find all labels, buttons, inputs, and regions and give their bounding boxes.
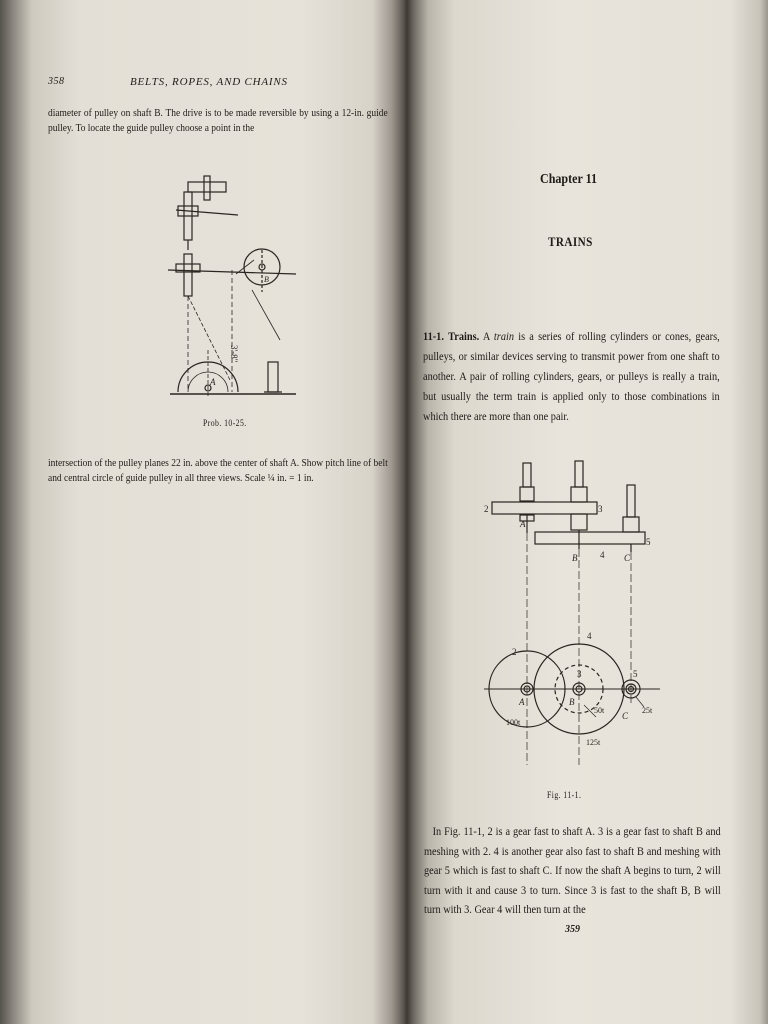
label-125t: 125t bbox=[586, 738, 601, 747]
section-body: is a series of rolling cylinders or cones, gears, pulleys, or similar devices serving to transmit power from one shaft to another. A pair of rolling cylinders, gears, or pulleys is really a train, but usually the term train is applied only to those combinations in which there are more than one pair. bbox=[423, 329, 720, 423]
right-figure-caption: Fig. 11-1. bbox=[547, 790, 582, 800]
section-number: 11-1. bbox=[423, 329, 444, 343]
label-50t: 50t bbox=[594, 706, 605, 715]
top-label-shaft-b: B bbox=[572, 553, 578, 563]
top-label-gear-3: 3 bbox=[598, 504, 603, 514]
top-label-gear-5: 5 bbox=[646, 537, 651, 547]
front-label-shaft-b: B bbox=[569, 697, 575, 707]
left-figure-caption: Prob. 10-25. bbox=[203, 418, 247, 428]
right-paragraph-final-text: In Fig. 11-1, 2 is a gear fast to shaft A. 3 is a gear fast to shaft B and meshing with 2. 4 is another gear also fast to shaft B and meshing with gear 5 which is fast to shaft C. If now the shaft A begins to turn, 2 will turn with it and cause 3 to turn. Since 3 is fast to the shaft B, B will turn with 3. Gear 4 will then turn at the bbox=[424, 824, 721, 916]
section-heading: Trains. bbox=[448, 329, 480, 343]
top-label-gear-2: 2 bbox=[484, 504, 489, 514]
label-25t: 25t bbox=[642, 706, 653, 715]
left-paragraph-bottom-text: intersection of the pulley planes 22 in. above the center of shaft A. Show pitch line of belt and central circle of guide pulley in all three views. Scale ¼ in. = 1 in. bbox=[48, 457, 388, 484]
top-label-shaft-a: A bbox=[520, 519, 526, 529]
pulley-drawing bbox=[168, 170, 298, 402]
front-label-gear-5: 5 bbox=[633, 669, 638, 679]
front-label-gear-2: 2 bbox=[512, 647, 517, 657]
label-100t: 100t bbox=[506, 718, 521, 727]
left-page-number: 358 bbox=[48, 76, 65, 87]
front-label-gear-3: 3 bbox=[577, 669, 582, 679]
figure-11-1 bbox=[480, 455, 660, 775]
section-intro-a: A bbox=[482, 329, 490, 343]
front-label-gear-4: 4 bbox=[587, 631, 592, 641]
front-label-shaft-c: C bbox=[622, 711, 629, 721]
figure-prob-10-25 bbox=[168, 170, 298, 402]
gear-train-drawing bbox=[480, 455, 660, 775]
right-page-number: 359 bbox=[565, 924, 580, 935]
section-term: train bbox=[493, 329, 515, 343]
left-paragraph-top-text: diameter of pulley on shaft B. The drive is to be made reversible by using a 12-in. guide pulley. To locate the guide pulley choose a point in the bbox=[48, 107, 388, 134]
dimension-label: 3'-8" bbox=[229, 345, 239, 363]
chapter-label: Chapter 11 bbox=[540, 172, 597, 187]
left-paragraph-bottom bbox=[48, 456, 388, 486]
front-label-shaft-a: A bbox=[519, 697, 525, 707]
label-shaft-a: A bbox=[210, 377, 216, 387]
chapter-title: TRAINS bbox=[548, 234, 593, 249]
section-11-1-paragraph bbox=[423, 326, 720, 426]
top-label-gear-4: 4 bbox=[600, 550, 605, 560]
section-11-1 bbox=[423, 326, 720, 426]
left-paragraph-top bbox=[48, 106, 388, 136]
right-paragraph-final bbox=[424, 822, 721, 920]
top-label-shaft-c: C bbox=[624, 553, 631, 563]
label-shaft-b: B bbox=[264, 275, 269, 284]
running-head: BELTS, ROPES, AND CHAINS bbox=[130, 76, 288, 88]
